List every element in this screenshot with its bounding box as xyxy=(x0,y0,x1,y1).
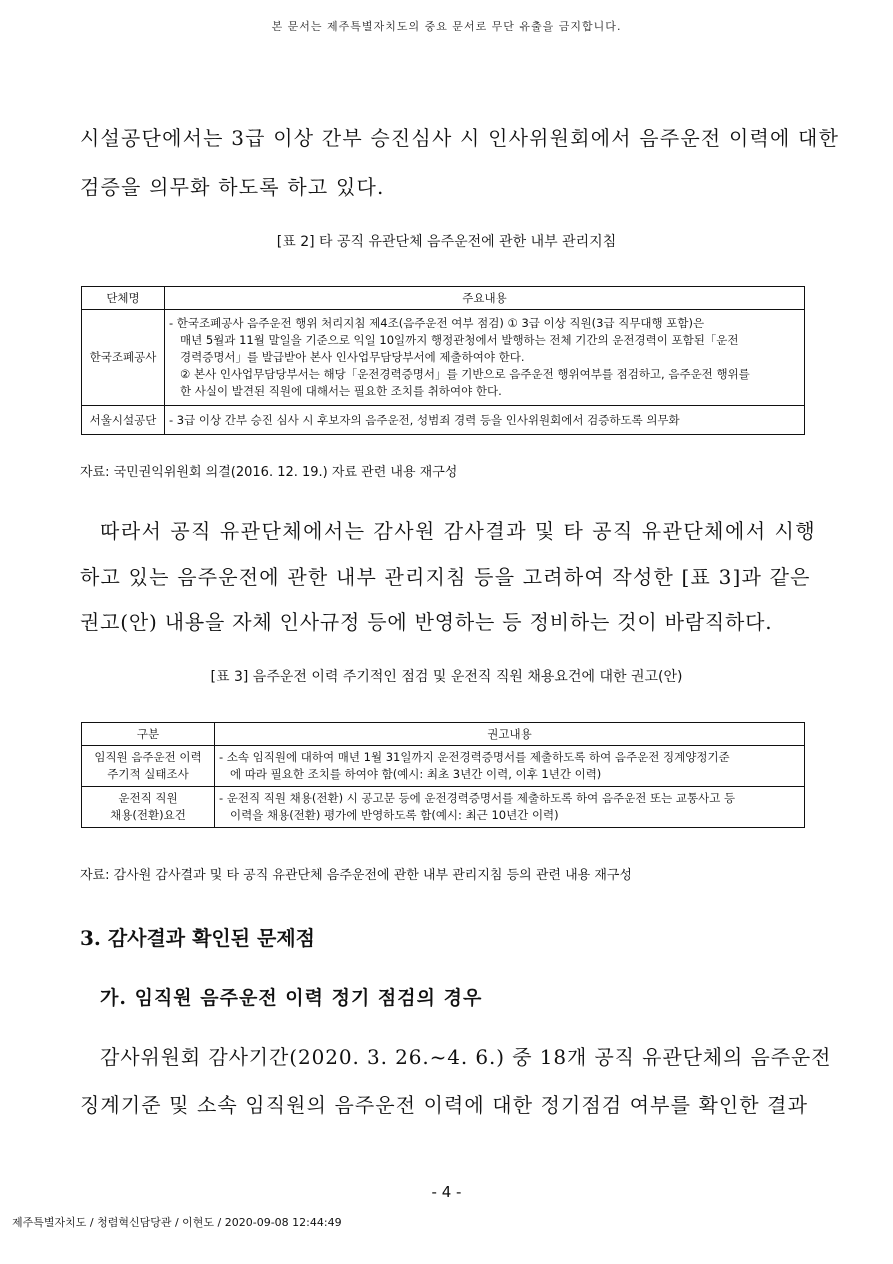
page-number: - 4 - xyxy=(431,1183,462,1201)
recommendation-category xyxy=(82,746,215,787)
table3-source: 자료: 감사원 감사결과 및 타 공직 유관단체 음주운전에 관한 내부 관리지침 등의 관련 내용 재구성 xyxy=(80,868,632,883)
recommendation-line: 이력을 채용(전환) 평가에 반영하도록 함(예시: 최근 10년간 이력) xyxy=(230,808,559,822)
guideline-line: 경력증명서」를 발급받아 본사 인사업무담당부서에 제출하여야 한다. xyxy=(180,350,525,364)
intro-line-2: 검증을 의무화 하도록 하고 있다. xyxy=(80,175,385,199)
section-title: 3. 감사결과 확인된 문제점 xyxy=(80,926,315,950)
table2 xyxy=(81,286,805,435)
table2-header-content: 주요내용 xyxy=(165,287,805,310)
recommendation-line-1: 따라서 공직 유관단체에서는 감사원 감사결과 및 타 공직 유관단체에서 시행 xyxy=(100,519,817,543)
org-name: 한국조폐공사 xyxy=(82,310,165,406)
category-line: 채용(전환)요건 xyxy=(110,808,186,822)
recommendation-line: 에 따라 필요한 조치를 하여야 함(예시: 최초 3년간 이력, 이후 1년간 이력) xyxy=(230,767,602,781)
recommendation-line-2: 하고 있는 음주운전에 관한 내부 관리지침 등을 고려하여 작성한 [표 3]과 같은 xyxy=(80,565,811,589)
document-footer: 제주특별자치도 / 청렴혁신담당관 / 이현도 / 2020-09-08 12:44:49 xyxy=(12,1216,342,1229)
category-line: 주기적 실태조사 xyxy=(107,767,189,781)
confidential-notice: 본 문서는 제주특별자치도의 중요 문서로 무단 유출을 금지합니다. xyxy=(271,20,622,33)
section-subtitle: 가. 임직원 음주운전 이력 정기 점검의 경우 xyxy=(100,987,483,1009)
category-line: 임직원 음주운전 이력 xyxy=(94,750,202,764)
intro-line-1: 시설공단에서는 3급 이상 간부 승진심사 시 인사위원회에서 음주운전 이력에 대한 xyxy=(80,126,840,150)
table3-header-category: 구분 xyxy=(82,723,215,746)
guideline-line: ② 본사 인사업무담당부서는 해당「운전경력증명서」를 기반으로 음주운전 행위여부를 점검하고, 음주운전 행위를 xyxy=(180,367,750,381)
guideline-line: - 한국조폐공사 음주운전 행위 처리지침 제4조(음주운전 여부 점검) ① 3급 이상 직원(3급 직무대행 포함)은 xyxy=(169,316,705,330)
table2-header-row xyxy=(82,287,805,310)
recommendation-content xyxy=(215,787,805,828)
guideline-line: 매년 5월과 11월 말일을 기준으로 익일 10일까지 행정관청에서 발행하는 전체 기간의 운전경력이 포함된「운전 xyxy=(180,333,739,347)
table-row xyxy=(82,787,805,828)
table3-caption: [표 3] 음주운전 이력 주기적인 점검 및 운전직 직원 채용요건에 대한 권고(안) xyxy=(210,669,683,685)
recommendation-line-3: 권고(안) 내용을 자체 인사규정 등에 반영하는 등 정비하는 것이 바람직하다. xyxy=(80,610,773,634)
recommendation-category xyxy=(82,787,215,828)
org-guideline xyxy=(165,310,805,406)
table-row xyxy=(82,406,805,435)
org-name: 서울시설공단 xyxy=(82,406,165,435)
table2-caption: [표 2] 타 공직 유관단체 음주운전에 관한 내부 관리지침 xyxy=(276,234,617,250)
section-body-line-2: 징계기준 및 소속 임직원의 음주운전 이력에 대한 정기점검 여부를 확인한 결과 xyxy=(80,1093,809,1117)
table-row xyxy=(82,310,805,406)
table-row xyxy=(82,746,805,787)
recommendation-line: - 운전직 직원 채용(전환) 시 공고문 등에 운전경력증명서를 제출하도록 하여 음주운전 또는 교통사고 등 xyxy=(219,791,736,805)
table3-header-row xyxy=(82,723,805,746)
table3-header-content: 권고내용 xyxy=(215,723,805,746)
table3 xyxy=(81,722,805,828)
recommendation-line: - 소속 임직원에 대하여 매년 1월 31일까지 운전경력증명서를 제출하도록 하여 음주운전 징계양정기준 xyxy=(219,750,730,764)
section-body-line-1: 감사위원회 감사기간(2020. 3. 26.~4. 6.) 중 18개 공직 유관단체의 음주운전 xyxy=(100,1045,832,1069)
guideline-line: 한 사실이 발견된 직원에 대해서는 필요한 조치를 취하여야 한다. xyxy=(180,384,502,398)
category-line: 운전직 직원 xyxy=(118,791,178,805)
table2-header-name: 단체명 xyxy=(82,287,165,310)
table2-source: 자료: 국민권익위원회 의결(2016. 12. 19.) 자료 관련 내용 재구성 xyxy=(80,465,458,480)
guideline-line: - 3급 이상 간부 승진 심사 시 후보자의 음주운전, 성범죄 경력 등을 인사위원회에서 검증하도록 의무화 xyxy=(169,412,680,427)
org-guideline xyxy=(165,406,805,435)
recommendation-content xyxy=(215,746,805,787)
